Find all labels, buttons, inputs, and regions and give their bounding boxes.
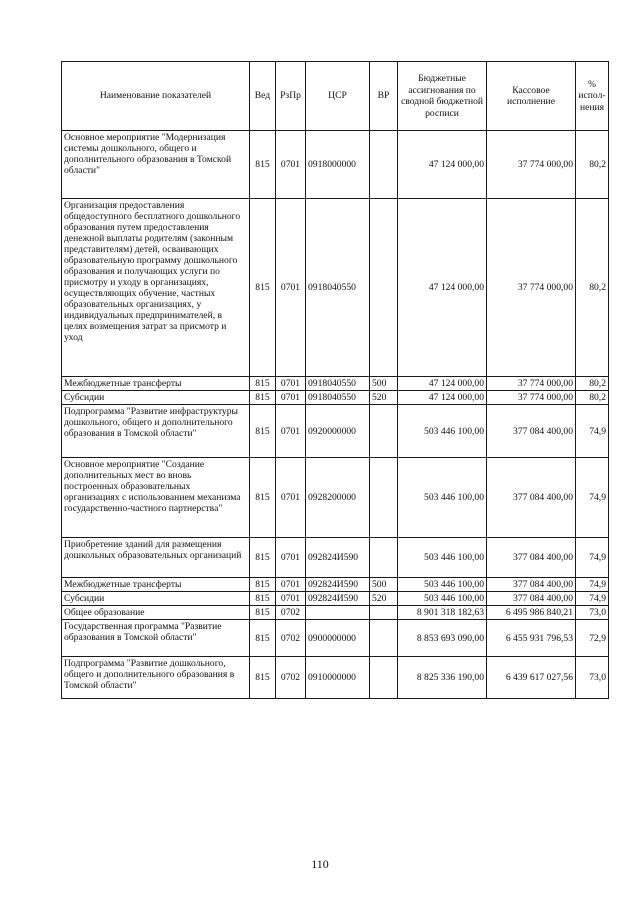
cell-rzpr: 0701 [276, 131, 306, 199]
cell-rzpr: 0701 [276, 405, 306, 458]
cell-ved: 815 [250, 377, 276, 391]
cell-assignments: 47 124 000,00 [398, 391, 487, 405]
cell-ved: 815 [250, 592, 276, 606]
table-row [62, 620, 609, 657]
cell-vr: 520 [370, 592, 398, 606]
cell-cash-execution: 377 084 400,00 [487, 592, 576, 606]
cell-csr: 0910000000 [306, 657, 370, 699]
cell-csr: 0918040550 [306, 199, 370, 377]
table-body [62, 131, 609, 699]
cell-rzpr: 0701 [276, 538, 306, 578]
cell-percent: 80,2 [576, 199, 609, 377]
cell-assignments: 47 124 000,00 [398, 131, 487, 199]
table-row [62, 657, 609, 699]
cell-ved: 815 [250, 620, 276, 657]
cell-assignments: 47 124 000,00 [398, 377, 487, 391]
cell-cash-execution: 37 774 000,00 [487, 391, 576, 405]
table-row [62, 592, 609, 606]
cell-assignments: 8 901 318 182,63 [398, 606, 487, 620]
cell-vr: 500 [370, 377, 398, 391]
cell-ved: 815 [250, 657, 276, 699]
cell-ved: 815 [250, 391, 276, 405]
cell-name: Общее образование [62, 606, 250, 620]
cell-vr [370, 458, 398, 538]
cell-name: Межбюджетные трансферты [62, 578, 250, 592]
cell-csr: 0918040550 [306, 377, 370, 391]
cell-percent: 74,9 [576, 538, 609, 578]
cell-name: Субсидии [62, 592, 250, 606]
cell-vr: 520 [370, 391, 398, 405]
cell-assignments: 8 853 693 090,00 [398, 620, 487, 657]
budget-table [61, 61, 609, 699]
cell-percent: 72,9 [576, 620, 609, 657]
cell-ved: 815 [250, 538, 276, 578]
table-row [62, 405, 609, 458]
cell-assignments: 503 446 100,00 [398, 538, 487, 578]
cell-percent: 74,9 [576, 405, 609, 458]
cell-vr [370, 405, 398, 458]
cell-csr: 0928200000 [306, 458, 370, 538]
cell-percent: 80,2 [576, 391, 609, 405]
cell-assignments: 47 124 000,00 [398, 199, 487, 377]
cell-vr [370, 657, 398, 699]
cell-cash-execution: 6 495 986 840,21 [487, 606, 576, 620]
cell-vr [370, 620, 398, 657]
cell-rzpr: 0701 [276, 377, 306, 391]
cell-cash-execution: 377 084 400,00 [487, 578, 576, 592]
cell-percent: 80,2 [576, 131, 609, 199]
header-rzpr: РзПр [276, 62, 306, 131]
cell-rzpr: 0701 [276, 592, 306, 606]
cell-csr: 0920000000 [306, 405, 370, 458]
cell-rzpr: 0701 [276, 458, 306, 538]
cell-percent: 74,9 [576, 458, 609, 538]
cell-vr [370, 538, 398, 578]
cell-name: Подпрограмма "Развитие дошкольного, общего и дополнительного образования в Томской области" [62, 657, 250, 699]
header-vr: ВР [370, 62, 398, 131]
table-row [62, 131, 609, 199]
cell-ved: 815 [250, 131, 276, 199]
cell-percent: 73,0 [576, 606, 609, 620]
cell-name: Субсидии [62, 391, 250, 405]
header-percent: % испол-нения [576, 62, 609, 131]
cell-name: Государственная программа "Развитие образования в Томской области" [62, 620, 250, 657]
cell-cash-execution: 6 455 931 796,53 [487, 620, 576, 657]
cell-csr: 092824И590 [306, 538, 370, 578]
cell-vr: 500 [370, 578, 398, 592]
cell-ved: 815 [250, 405, 276, 458]
table-row [62, 458, 609, 538]
cell-csr [306, 606, 370, 620]
cell-csr: 092824И590 [306, 592, 370, 606]
cell-name: Основное мероприятие "Модернизация системы дошкольного, общего и дополнительного образования в Томской области" [62, 131, 250, 199]
cell-rzpr: 0701 [276, 391, 306, 405]
cell-assignments: 503 446 100,00 [398, 592, 487, 606]
cell-rzpr: 0701 [276, 578, 306, 592]
header-cash-execution: Кассовое исполнение [487, 62, 576, 131]
cell-percent: 74,9 [576, 592, 609, 606]
cell-ved: 815 [250, 199, 276, 377]
cell-cash-execution: 377 084 400,00 [487, 405, 576, 458]
cell-name: Организация предоставления общедоступного бесплатного дошкольного образования путем предоставления денежной выплаты родителям (законным представителям) детей, осваивающих образовательную программу дошкольного образования и получающих услуги по присмотру и уходу в организациях, осуществляющих обучение, частных образовательных организациях, у индивидуальных предпринимателей, в целях возмещения затрат за присмотр и уход [62, 199, 250, 377]
cell-assignments: 503 446 100,00 [398, 578, 487, 592]
cell-ved: 815 [250, 578, 276, 592]
header-assignments: Бюджетные ассигнования по сводной бюджетной росписи [398, 62, 487, 131]
cell-rzpr: 0702 [276, 620, 306, 657]
cell-name: Основное мероприятие "Создание дополнительных мест во вновь построенных образовательных организациях с использованием механизма государственно-частного партнерства" [62, 458, 250, 538]
table-row [62, 606, 609, 620]
cell-name: Подпрограмма "Развитие инфраструктуры дошкольного, общего и дополнительного образования в Томской области" [62, 405, 250, 458]
cell-csr: 0900000000 [306, 620, 370, 657]
cell-cash-execution: 6 439 617 027,56 [487, 657, 576, 699]
cell-percent: 73,0 [576, 657, 609, 699]
table-row [62, 377, 609, 391]
cell-vr [370, 199, 398, 377]
cell-csr: 092824И590 [306, 578, 370, 592]
cell-cash-execution: 37 774 000,00 [487, 131, 576, 199]
cell-vr [370, 606, 398, 620]
cell-rzpr: 0702 [276, 606, 306, 620]
cell-cash-execution: 37 774 000,00 [487, 377, 576, 391]
page-number: 110 [311, 857, 329, 871]
table-row [62, 391, 609, 405]
cell-cash-execution: 37 774 000,00 [487, 199, 576, 377]
cell-csr: 0918000000 [306, 131, 370, 199]
table-row [62, 199, 609, 377]
cell-rzpr: 0701 [276, 199, 306, 377]
header-ved: Вед [250, 62, 276, 131]
cell-csr: 0918040550 [306, 391, 370, 405]
header-csr: ЦСР [306, 62, 370, 131]
cell-assignments: 8 825 336 190,00 [398, 657, 487, 699]
cell-assignments: 503 446 100,00 [398, 405, 487, 458]
table-row [62, 538, 609, 578]
cell-percent: 74,9 [576, 578, 609, 592]
cell-cash-execution: 377 084 400,00 [487, 538, 576, 578]
table-header-row [62, 62, 609, 131]
cell-assignments: 503 446 100,00 [398, 458, 487, 538]
cell-cash-execution: 377 084 400,00 [487, 458, 576, 538]
cell-ved: 815 [250, 458, 276, 538]
cell-name: Приобретение зданий для размещения дошкольных образовательных организаций [62, 538, 250, 578]
cell-percent: 80,2 [576, 377, 609, 391]
cell-name: Межбюджетные трансферты [62, 377, 250, 391]
cell-rzpr: 0702 [276, 657, 306, 699]
header-name: Наименование показателей [62, 62, 250, 131]
table-row [62, 578, 609, 592]
cell-vr [370, 131, 398, 199]
cell-ved: 815 [250, 606, 276, 620]
